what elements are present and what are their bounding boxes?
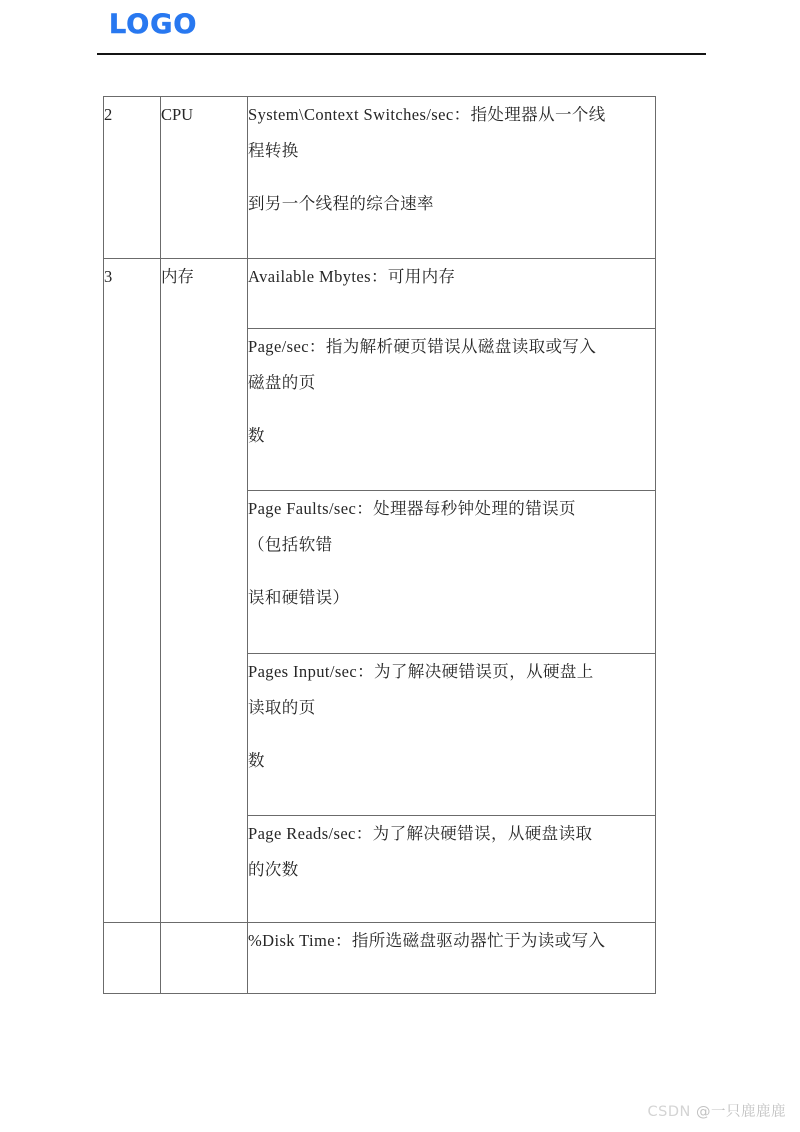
category-cell: CPU: [161, 97, 248, 259]
row-number-cell: 3: [104, 259, 161, 923]
category-cell: 内存: [161, 259, 248, 923]
counter-description-cell: Pages Input/sec：为了解决硬错误页，从硬盘上 读取的页 数: [248, 654, 656, 816]
table-row: [104, 923, 656, 994]
row-number-cell: 2: [104, 97, 161, 259]
counter-description-cell: Page Reads/sec：为了解决硬错误，从硬盘读取 的次数: [248, 816, 656, 923]
category-cell: [161, 923, 248, 994]
table-row: [104, 97, 656, 259]
watermark-brand: CSDN: [647, 1104, 691, 1120]
row-number-cell: [104, 923, 161, 994]
header-divider: [97, 53, 706, 55]
counter-description-cell: Page/sec：指为解析硬页错误从磁盘读取或写入 磁盘的页 数: [248, 329, 656, 491]
performance-counters-table: [103, 96, 656, 994]
logo: LOGO: [109, 9, 198, 40]
counter-description-cell: %Disk Time：指所选磁盘驱动器忙于为读或写入: [248, 923, 656, 994]
counter-description-cell: Available Mbytes：可用内存: [248, 259, 656, 329]
counter-description-cell: Page Faults/sec：处理器每秒钟处理的错误页 （包括软错 误和硬错误）: [248, 491, 656, 654]
watermark-author: @一只鹿鹿鹿: [696, 1104, 786, 1120]
counter-description-cell: System\Context Switches/sec：指处理器从一个线 程转换 到另一个线程的综合速率: [248, 97, 656, 259]
table-row: [104, 259, 656, 329]
watermark: [648, 1100, 786, 1121]
